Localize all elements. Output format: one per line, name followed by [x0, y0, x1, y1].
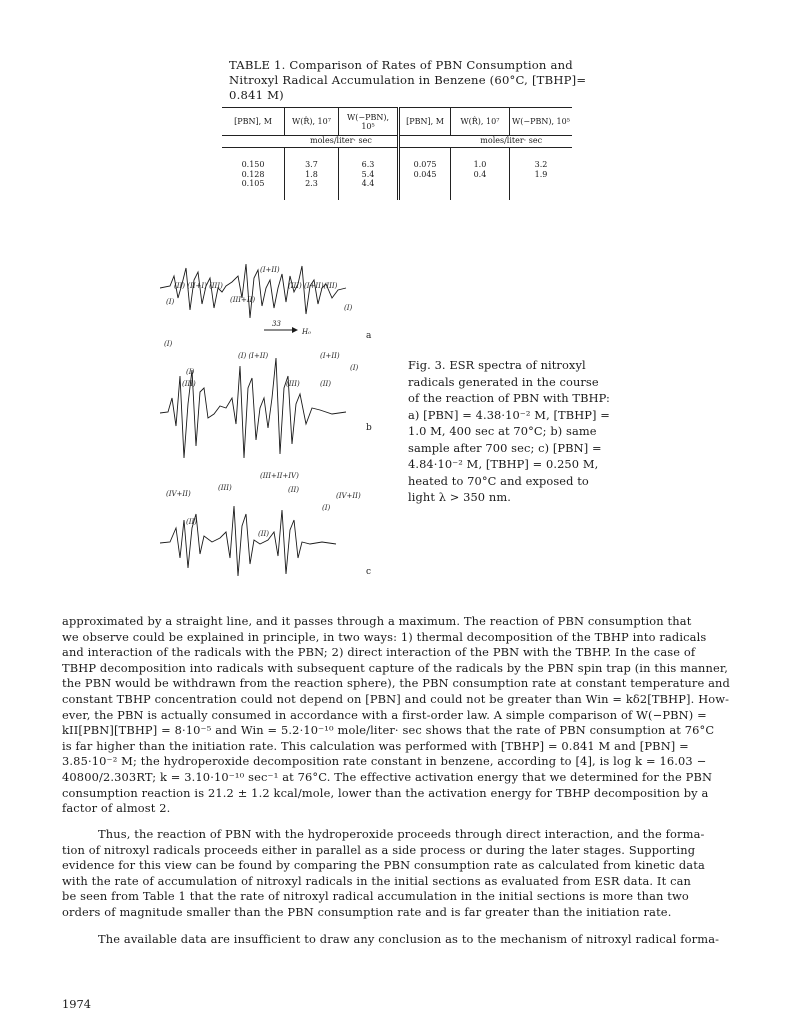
col-header: W(R̂), 10⁷	[285, 108, 339, 136]
text-line: Thus, the reaction of PBN with the hydroperoxide proceeds through direct interaction, and the forma-	[98, 827, 705, 841]
text-line: constant TBHP concentration could not depend on [PBN] and could not be greater than Win = kδ2[TBHP]. How-	[62, 691, 730, 706]
peak-label: (III)	[182, 380, 196, 388]
peak-label: (II)	[320, 380, 331, 388]
peak-label: (III)	[218, 484, 232, 492]
text-line: the PBN would be withdrawn from the reaction sphere), the PBN consumption rate at constant temperature and	[62, 676, 730, 691]
figure-caption-line: heated to 70°C and exposed to	[408, 473, 589, 488]
peak-label: (I)	[344, 304, 353, 312]
peak-label: (III+II)	[230, 296, 256, 304]
text-line: be seen from Table 1 that the rate of nitroxyl radical accumulation in the initial sections is more than two	[62, 889, 689, 904]
text-line: kII[PBN][TBHP] = 8·10⁻⁵ and Win = 5.2·10⁻¹⁰ mole/liter· sec shows that the rate of PBN consumption at 76°C	[62, 723, 715, 738]
peak-label: (I+II)	[260, 266, 280, 274]
text-line: approximated by a straight line, and it passes through a maximum. The reaction of PBN consumption that	[62, 614, 692, 628]
peak-label: (II)	[258, 530, 269, 538]
peak-label: (I)	[350, 364, 359, 372]
page-number: 1974	[62, 997, 91, 1011]
spectrum-c-trace	[160, 506, 336, 576]
peak-label: (I+II)	[320, 352, 340, 360]
data-table	[222, 107, 572, 200]
text-line: TBHP decomposition into radicals with subsequent capture of the radicals by the PBN spin trap (in this manner,	[62, 660, 728, 675]
figure-caption-line: sample after 700 sec; c) [PBN] =	[408, 440, 602, 455]
text-line: with the rate of accumulation of nitroxyl radicals in the initial sections as evaluated from ESR data. It can	[62, 873, 692, 888]
text-line: tion of nitroxyl radicals proceeds either in parallel as a side process or during the later stages. Supporting	[62, 842, 696, 857]
field-label: H₀	[302, 328, 311, 336]
body-paragraph-1	[62, 614, 752, 817]
figure-caption	[408, 357, 638, 506]
text-line: consumption reaction is 21.2 ± 1.2 kcal/mole, lower than the activation energy for TBHP decomposition by a	[62, 785, 709, 800]
peak-label: (I)	[164, 340, 173, 348]
table-cell: 3.2 1.9	[509, 160, 572, 200]
panel-label-c: c	[366, 567, 372, 577]
text-line: factor of almost 2.	[62, 801, 171, 816]
text-line: evidence for this view can be found by comparing the PBN consumption rate as calculated from kinetic data	[62, 858, 705, 873]
table-caption-line: Nitroxyl Radical Accumulation in Benzene (60°C, [TBHP]=	[229, 73, 587, 87]
table-caption	[229, 58, 589, 103]
field-arrow	[292, 327, 298, 333]
panel-label-b: b	[366, 423, 372, 433]
scale-label: 33	[272, 320, 281, 328]
col-header: W(R̂), 10⁷	[450, 108, 509, 136]
body-paragraph-2	[62, 827, 752, 921]
table-cell: 3.7 1.8 2.3	[285, 160, 339, 200]
esr-spectra-figure	[160, 258, 405, 588]
text-line: is far higher than the initiation rate. This calculation was performed with [TBHP] = 0.841 M and [PBN] =	[62, 738, 689, 753]
table-cell: 1.0 0.4	[450, 160, 509, 200]
text-line: orders of magnitude smaller than the PBN consumption rate and is far greater than the initiation rate.	[62, 904, 672, 919]
figure-caption-line: light λ > 350 nm.	[408, 490, 511, 504]
units-label: moles/liter· sec	[285, 136, 399, 148]
units-label: moles/liter· sec	[450, 136, 572, 148]
peak-label: (III)	[286, 380, 300, 388]
text-line: The available data are insufficient to draw any conclusion as to the mechanism of nitroxyl radical forma-	[98, 932, 720, 946]
figure-caption-line: 4.84·10⁻² M, [TBHP] = 0.250 M,	[408, 457, 599, 471]
peak-label: (I)	[322, 504, 331, 512]
table-cell: 0.075 0.045	[399, 160, 451, 200]
peak-label: (II)	[186, 518, 197, 526]
figure-caption-line: a) [PBN] = 4.38·10⁻² M, [TBHP] =	[408, 407, 610, 422]
figure-caption-line: Fig. 3. ESR spectra of nitroxyl	[408, 358, 586, 372]
table-cell: 0.150 0.128 0.105	[241, 160, 265, 188]
text-line: 3.85·10⁻² M; the hydroperoxide decomposition rate constant in benzene, according to [4], is log k = 16.03 −	[62, 754, 707, 769]
col-header: W(−PBN), 10⁵	[338, 108, 398, 136]
peak-label: (II)	[288, 486, 299, 494]
spectrum-a-trace	[160, 264, 346, 318]
peak-label: (II) (II+I) (III)	[174, 282, 223, 290]
peak-label: (IV+II)	[336, 492, 361, 500]
col-header: [PBN], M	[399, 108, 451, 136]
peak-label: (IV+II)	[166, 490, 191, 498]
text-line: and interaction of the radicals with the PBN; 2) direct interaction of the PBN with the TBHP. In the case of	[62, 645, 696, 660]
text-line: 40800/2.303RT; k = 3.10·10⁻¹⁰ sec⁻¹ at 76°C. The effective activation energy that we determined for the PBN	[62, 769, 713, 784]
peak-label: (III) (I+II)(III)	[288, 282, 338, 290]
text-line: ever, the PBN is actually consumed in accordance with a first-order law. A simple comparison of W(−PBN) =	[62, 707, 707, 722]
text-line: we observe could be explained in principle, in two ways: 1) thermal decomposition of the TBHP into radicals	[62, 629, 707, 644]
panel-label-a: a	[366, 331, 372, 341]
peak-label: (III+II+IV)	[260, 472, 299, 480]
table-cell: 6.3 5.4 4.4	[338, 160, 398, 200]
figure-caption-line: radicals generated in the course	[408, 374, 599, 389]
col-header: [PBN], M	[222, 108, 285, 136]
figure-caption-line: of the reaction of PBN with TBHP:	[408, 391, 610, 405]
table-caption-line: TABLE 1. Comparison of Rates of PBN Consumption and	[229, 58, 573, 72]
body-paragraph-3	[62, 932, 752, 948]
peak-label: (I)	[186, 368, 195, 376]
table-caption-line: 0.841 M)	[229, 88, 284, 102]
peak-label: (I) (I+II)	[238, 352, 269, 360]
col-header: W(−PBN), 10⁵	[509, 108, 572, 136]
peak-label: (I)	[166, 298, 175, 306]
figure-caption-line: 1.0 M, 400 sec at 70°C; b) same	[408, 424, 597, 438]
